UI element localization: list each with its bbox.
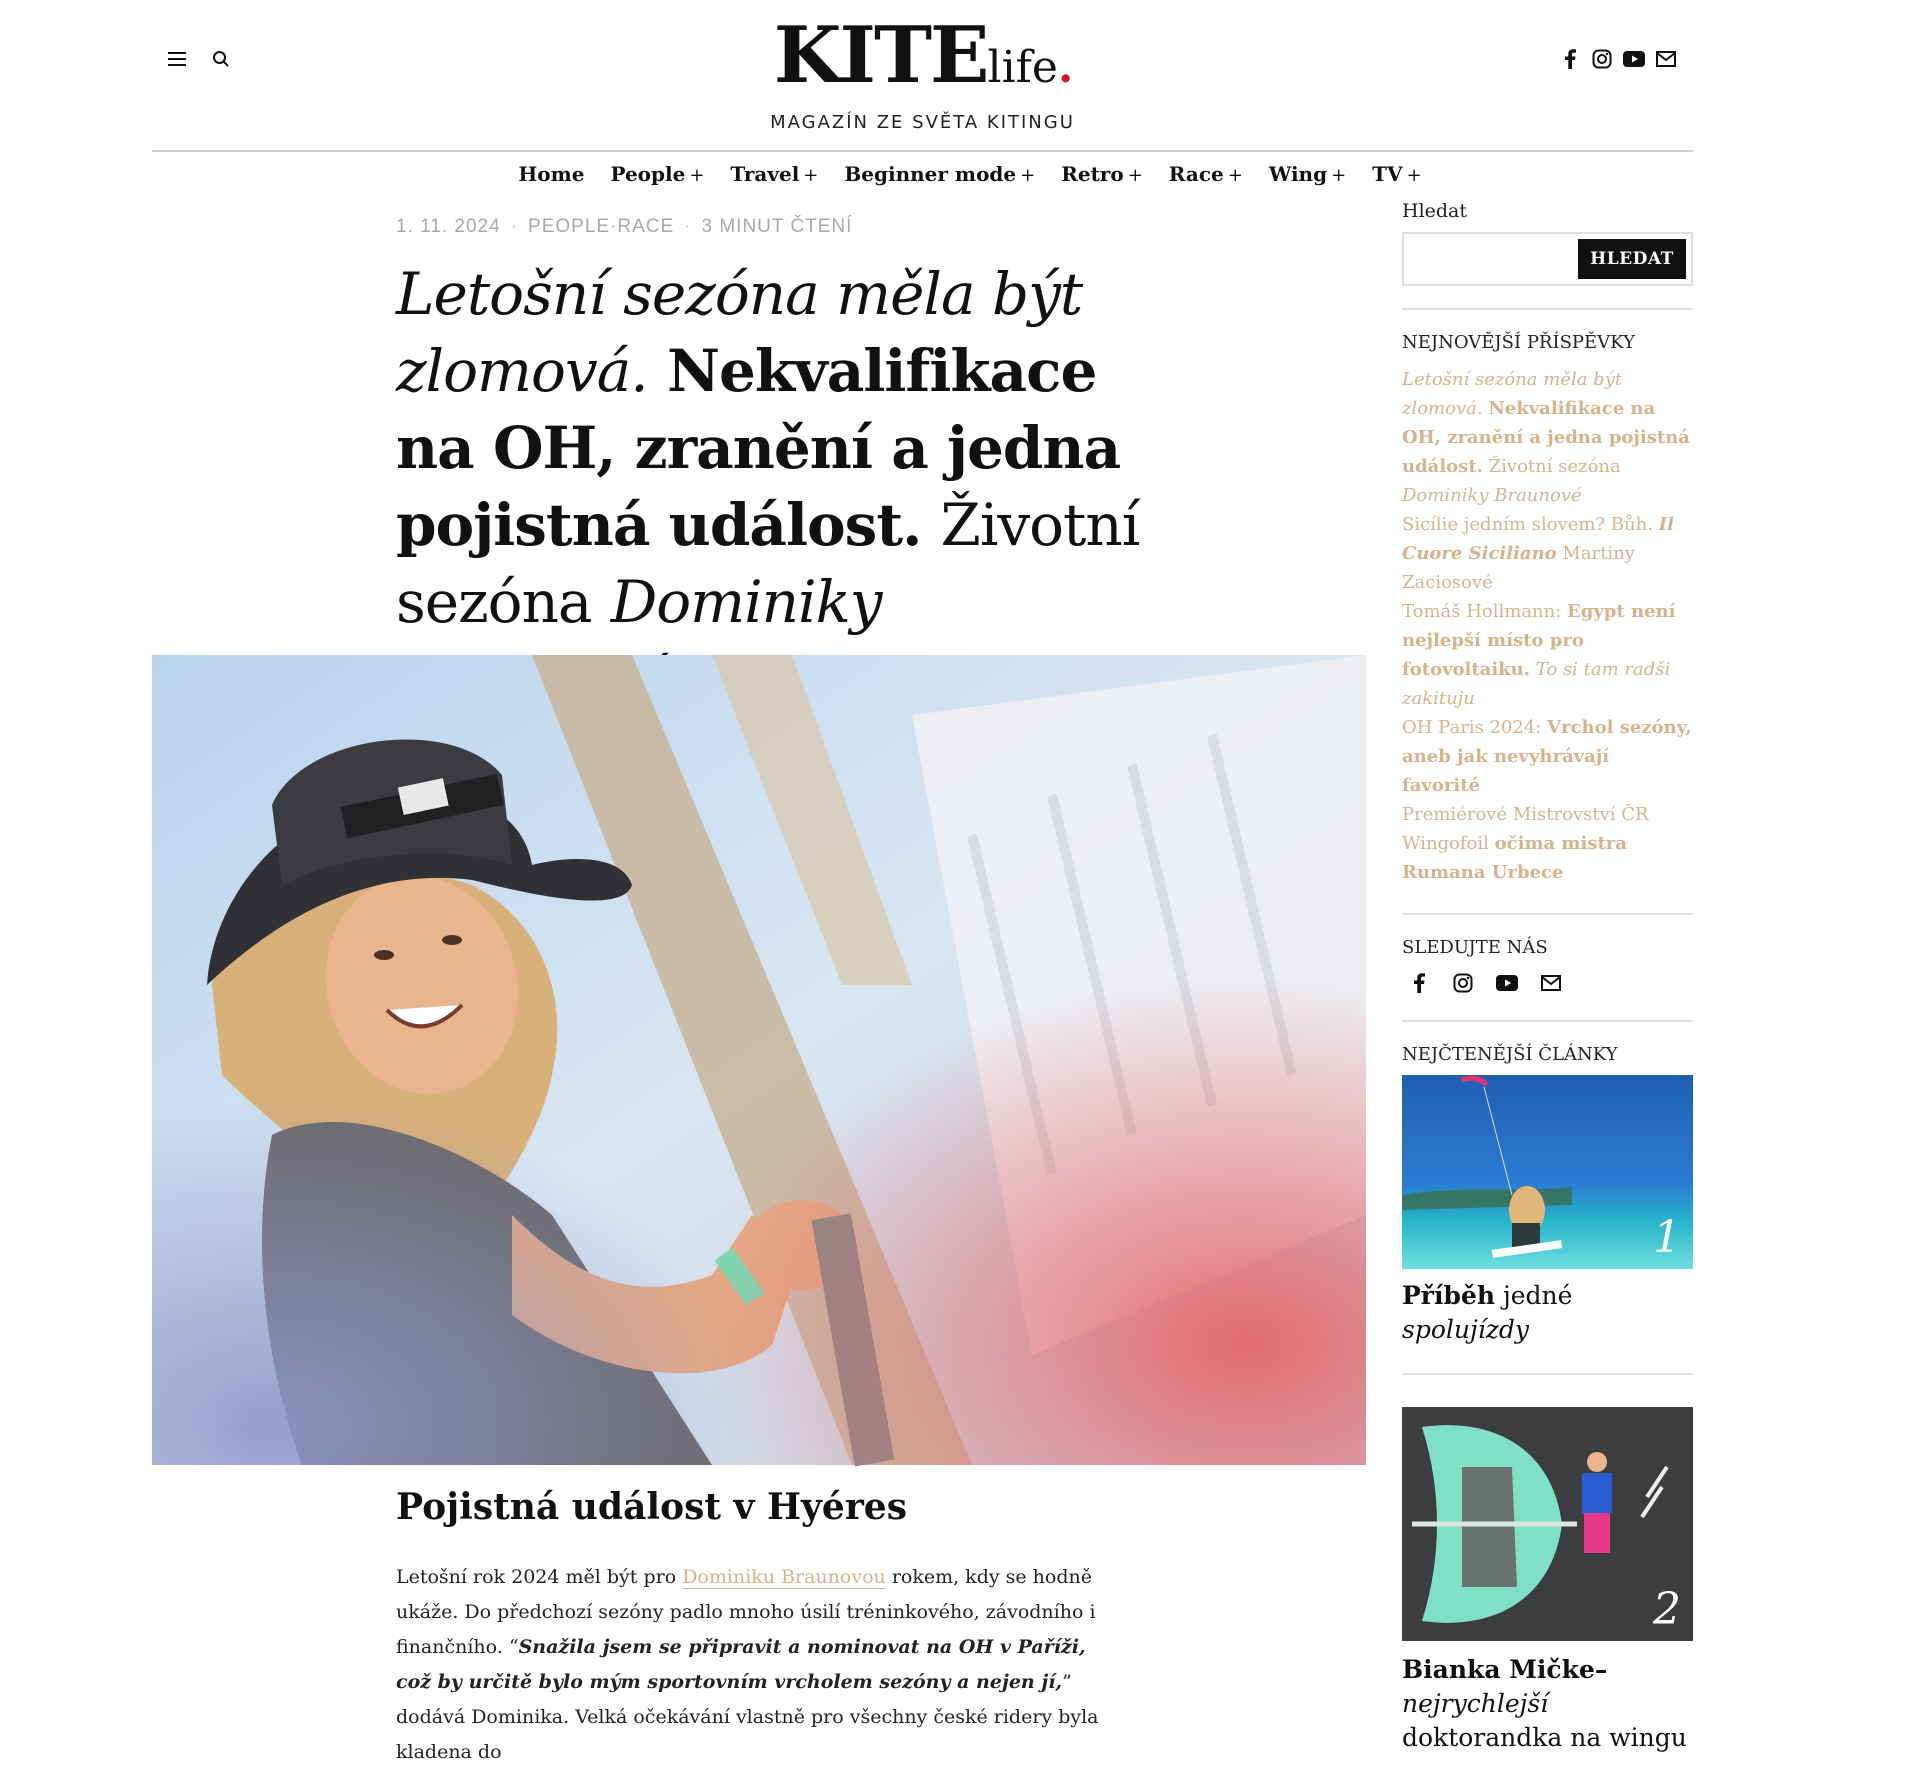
plus-icon: + (1227, 165, 1243, 186)
recent-post-link[interactable] (1402, 800, 1693, 887)
nav-label: People (610, 162, 686, 186)
body-quote: Snažila jsem se připravit a nominovat na OH v Paříži, což by určitě bylo mým sportovním vrcholem sezóny a nejen jí, (396, 1636, 1086, 1693)
popular-article-image[interactable] (1402, 1407, 1693, 1641)
logo-kite: KITE (773, 10, 988, 101)
recent-post-link[interactable] (1402, 510, 1693, 597)
recent-post-link[interactable] (1402, 713, 1693, 800)
instagram-icon[interactable] (1591, 48, 1613, 70)
mail-icon[interactable] (1540, 972, 1562, 994)
article-date: 1. 11. 2024 (396, 216, 501, 237)
meta-separator: · (684, 216, 692, 237)
instagram-icon[interactable] (1452, 972, 1474, 994)
divider (1402, 1020, 1693, 1022)
logo-life: life (987, 42, 1058, 93)
search-input[interactable] (1408, 238, 1578, 280)
body-text-segment: rokem, kdy se hodně ukáže. Do předchozí sezóny padlo mnoho úsilí tréninkového, závodního i finančního. “ (396, 1566, 1096, 1658)
plus-icon: + (803, 165, 819, 186)
title-text: spolujízdy (1402, 1315, 1530, 1344)
plus-icon: + (1331, 165, 1347, 186)
nav-people[interactable] (610, 162, 704, 186)
plus-icon: + (1127, 165, 1143, 186)
sidebar (1402, 200, 1693, 1755)
link-text: To si tam radši zakituju (1402, 659, 1671, 709)
search-label: Hledat (1402, 200, 1468, 222)
nav-wing[interactable] (1269, 162, 1346, 186)
sidebar-social (1402, 972, 1693, 994)
title-text: Příběh (1402, 1281, 1496, 1310)
nav-beginner-mode[interactable] (844, 162, 1035, 186)
link-text: Vrchol sezóny, aneb jak nevyhrávají favorité (1402, 717, 1692, 796)
nav-label: Home (518, 162, 585, 186)
link-text: Tomáš Hollmann: (1402, 601, 1562, 622)
person-link[interactable]: Dominiku Braunovou (682, 1566, 886, 1588)
nav-travel[interactable] (730, 162, 818, 186)
site-tagline: MAGAZÍN ZE SVĚTA KITINGU (770, 112, 1075, 133)
popular-article-title[interactable] (1402, 1653, 1693, 1755)
header-tools (166, 48, 232, 70)
popular-heading: NEJČTENĚJŠÍ ČLÁNKY (1402, 1044, 1618, 1065)
nav-race[interactable] (1169, 162, 1243, 186)
link-text: Egypt není nejlepší místo pro fotovoltaiku. (1402, 601, 1676, 680)
follow-heading: SLEDUJTE NÁS (1402, 937, 1548, 958)
search-form (1402, 232, 1693, 286)
plus-icon: + (689, 165, 705, 186)
hero-image[interactable] (152, 655, 1366, 1465)
link-text: Nekvalifikace na OH, zranění a jedna pojistná událost. (1402, 398, 1690, 477)
link-text: Premiérové Mistrovství ČR Wingofoil (1402, 804, 1649, 854)
title-text: Bianka Mičke– (1402, 1655, 1608, 1684)
facebook-icon[interactable] (1408, 972, 1430, 994)
divider (1402, 1373, 1693, 1375)
article-categories[interactable]: PEOPLE·RACE (528, 216, 675, 237)
article-read-time: 3 MINUT ČTENÍ (701, 216, 853, 237)
mail-icon[interactable] (1655, 48, 1677, 70)
link-text: očima mistra Rumana Urbece (1402, 833, 1627, 883)
nav-label: TV (1372, 162, 1403, 186)
nav-label: Beginner mode (844, 162, 1017, 186)
title-text: nejrychlejší (1402, 1689, 1549, 1718)
logo-dot: . (1057, 42, 1072, 93)
recent-post-link[interactable] (1402, 365, 1693, 510)
link-text: Martiny Zaciosové (1402, 543, 1635, 593)
menu-icon[interactable] (166, 48, 188, 70)
recent-posts-list (1402, 365, 1693, 887)
link-text: Il Cuore Siciliano (1402, 514, 1674, 564)
link-text: Sicílie jedním slovem? Bůh. (1402, 514, 1653, 535)
popular-article-image[interactable] (1402, 1075, 1693, 1269)
link-text: Letošní sezóna měla být zlomová. (1402, 369, 1623, 419)
title-part-italic: Letošní sezóna měla být zlomová. (396, 260, 1083, 405)
nav-tv[interactable] (1372, 162, 1422, 186)
nav-label: Retro (1061, 162, 1124, 186)
link-text: OH Paris 2024: (1402, 717, 1542, 738)
divider (1402, 913, 1693, 915)
main-nav (0, 162, 1920, 186)
facebook-icon[interactable] (1559, 48, 1581, 70)
article-subheading: Pojistná událost v Hyéres (396, 1486, 907, 1528)
divider (1402, 308, 1693, 310)
popular-article-title[interactable] (1402, 1279, 1693, 1347)
search-button[interactable]: HLEDAT (1578, 239, 1686, 279)
nav-label: Travel (730, 162, 800, 186)
recent-posts-heading: NEJNOVĚJŠÍ PŘÍSPĚVKY (1402, 332, 1636, 353)
body-text-segment: ” dodává Dominika. Velká očekávání vlastně pro všechny české ridery byla kladena do (396, 1671, 1099, 1763)
title-part-regular: Životní sezóna (396, 491, 1140, 636)
nav-retro[interactable] (1061, 162, 1143, 186)
article-meta (396, 216, 852, 238)
title-part-name: Dominiky (610, 568, 882, 636)
nav-home[interactable] (518, 162, 584, 186)
header-social (1559, 48, 1677, 70)
rank-number: 2 (1653, 1584, 1681, 1635)
site-header (152, 0, 1693, 152)
title-text: jedné (1502, 1281, 1573, 1310)
nav-label: Wing (1268, 162, 1328, 186)
search-icon[interactable] (210, 48, 232, 70)
body-text-segment: Letošní rok 2024 měl být pro (396, 1566, 677, 1588)
title-part-bold: Nekvalifikace na OH, zranění a jedna pojistná událost. (396, 337, 1121, 559)
title-text: doktorandka na wingu (1402, 1723, 1687, 1752)
article-title (396, 256, 1156, 718)
article-body (396, 1560, 1126, 1770)
recent-post-link[interactable] (1402, 597, 1693, 713)
youtube-icon[interactable] (1623, 48, 1645, 70)
meta-separator: · (510, 216, 519, 237)
youtube-icon[interactable] (1496, 972, 1518, 994)
link-text: Životní sezóna (1488, 456, 1621, 477)
plus-icon: + (1406, 165, 1422, 186)
link-text: Dominiky Braunové (1402, 485, 1582, 506)
nav-label: Race (1168, 162, 1224, 186)
rank-number: 1 (1653, 1212, 1681, 1263)
plus-icon: + (1020, 165, 1036, 186)
site-logo[interactable] (770, 10, 1075, 133)
